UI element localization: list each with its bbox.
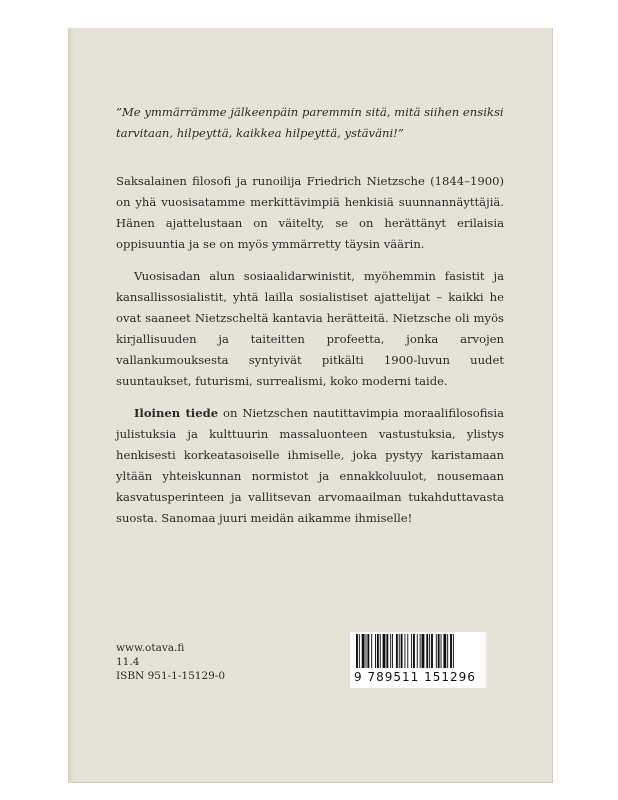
barcode-bar-18 [411, 634, 412, 668]
barcode-bar-2 [362, 634, 365, 668]
barcode-bar-17 [407, 634, 408, 668]
barcode-bar-12 [392, 634, 393, 668]
publisher-url: www.otava.fi [116, 642, 185, 654]
barcode-bar-30 [447, 634, 448, 668]
barcode-bar-29 [443, 634, 446, 668]
blurb-text [116, 102, 504, 540]
barcode-bar-31 [450, 634, 452, 668]
barcode-bar-14 [399, 634, 400, 668]
barcode-digits: 9 789511 151296 [354, 670, 476, 684]
barcode-bar-16 [404, 634, 405, 668]
barcode-bar-10 [386, 634, 388, 668]
paragraph-1: Saksalainen filosofi ja runoilija Friedrich Nietzsche (1844–1900) on yhä vuosisatamme merkittävimpiä henkisiä suunnannäyttäjiä. Hänen ajattelustaan on väitelty, se on herättänyt erilaisia oppisuuntia ja se on myös ymmärretty täysin väärin. [116, 174, 504, 251]
barcode-bars [356, 634, 480, 670]
barcode [350, 632, 486, 688]
epigraph-quote: ”Me ymmärrämme jälkeenpäin paremmin sitä, mitä siihen ensiksi tarvitaan, hilpeyttä, kaikkea hilpeyttä, ystäväni!” [116, 105, 504, 140]
spine-shadow [68, 28, 74, 782]
isbn-number: ISBN 951-1-15129-0 [116, 670, 226, 682]
barcode-bar-9 [383, 634, 386, 668]
barcode-bar-3 [366, 634, 367, 668]
barcode-bar-22 [422, 634, 425, 668]
paragraph-3 [116, 403, 504, 529]
barcode-bar-6 [375, 634, 376, 668]
barcode-bar-8 [380, 634, 381, 668]
paragraph-3-text: on Nietzschen nautittavimpia moraalifilosofisia julistuksia ja kulttuurin massaluonteen vastustuksia, ylistys henkisesti korkeatasoiselle ihmiselle, joka pystyy karistamaan yltään yhteiskunnan normistot ja ennakkoluulot, nousemaan kasvatusperinteen ja vallitsevan arvomaailman tukahduttavasta suosta. Sanomaa juuri meidän aikamme ihmiselle! [116, 406, 504, 525]
barcode-bar-20 [417, 634, 418, 668]
back-cover [68, 28, 553, 783]
barcode-bar-27 [438, 634, 440, 668]
barcode-bar-25 [431, 634, 433, 668]
paragraph-2: Vuosisadan alun sosiaalidarwinistit, myöhemmin fasistit ja kansallissosialistit, yhtä lailla sosialistiset ajattelijat – kaikki he ovat saaneet Nietzscheltä kantavia herätteitä. Nietzsche oli myös kirjallisuuden ja taiteitten profeetta, jonka arvojen vallankumouksesta syntyivät pitkälti 1900-luvun uudet suuntaukset, futurismi, surrealismi, koko moderni taide. [116, 269, 504, 388]
barcode-bar-23 [426, 634, 428, 668]
barcode-bar-7 [377, 634, 379, 668]
barcode-bar-32 [453, 634, 454, 668]
barcode-bar-5 [371, 634, 372, 668]
barcode-bar-28 [441, 634, 442, 668]
barcode-bar-21 [420, 634, 421, 668]
barcode-bar-0 [356, 634, 358, 668]
barcode-bar-11 [390, 634, 391, 668]
barcode-bar-15 [401, 634, 403, 668]
publisher-info [116, 641, 225, 683]
barcode-bar-24 [429, 634, 430, 668]
book-title: Iloinen tiede [134, 406, 219, 420]
barcode-bar-1 [359, 634, 360, 668]
barcode-bar-4 [367, 634, 369, 668]
barcode-bar-26 [436, 634, 437, 668]
library-class: 11.4 [116, 656, 140, 668]
barcode-bar-13 [396, 634, 398, 668]
barcode-bar-19 [413, 634, 415, 668]
